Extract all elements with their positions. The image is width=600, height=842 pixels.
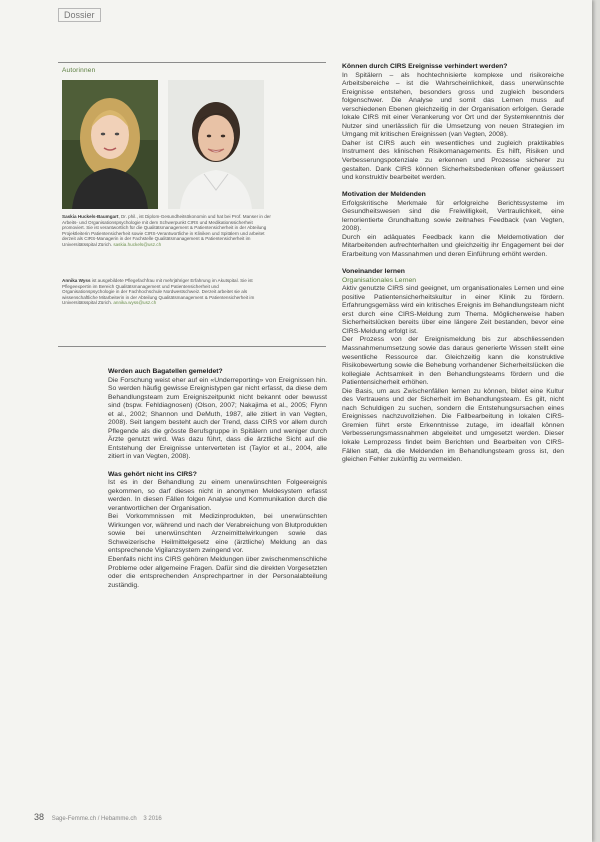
right-column-paragraph: Aktiv genutzte CIRS sind geeignet, um organisationales Lernen und eine positive Patientensicherheitskultur in einer Klinik zu fördern. Erfahrungsgemäss wird ein kritisches Ereignis im Behandlungsteam nicht erst durch eine CIRS-Meldung zum Thema. Möglicherweise haben Sicherheitslücken bereits über eine längere Zeit bestanden, bevor eine CIRS-Meldung erfolgt ist. [342,285,564,335]
authors-top-rule [58,62,326,63]
right-column-heading: Voneinander lernen [342,268,405,276]
author-text-2: ist ausgebildete Pflegefachfrau mit mehrjähriger Erfahrung im Akutspital. Sie ist Pflegeexpertin im Bereich Qualitätsmanagement und Patientensicherheit und Organisationspsychologie in der Fachhochschule Nordwestschweiz. Derzeit arbeitet sie als wissenschaftliche Mitarbeiterin in der Abteilung Qualitätsmanagement & Patientensicherheit im Universitätsspital Zürich. [62,278,255,306]
author-email-2[interactable]: annika.wyss@usz.ch [113,300,157,306]
left-column-paragraph: Die Forschung weist eher auf ein «Underreporting» von Ereignissen hin. So werden häufig gewisse Ereignistypen gar nicht erfasst, da diese dem Behandlungsteam zum Ereigniszeitpunkt nicht bekannt oder bewusst sind (bspw. Fehldiagnosen) (Olson, 2007; Nakajima et al., 2005; Flynn et al., 2002; Shannon und DeMuth, 1987, alle zitiert in van Vegten, 2008). Seit langem besteht auch der Trend, dass CIRS vor allem durch Pflegende als die grösste Berufsgruppe in Spitälern und weniger durch Ärzte genutzt wird. Was dazu führt, dass die ärztliche Sicht auf die Entstehung der Ereignisse unterverteten ist (Taylor et al., 2004, alle zitiert in van Vegten, 2008). [108,376,327,461]
publication-name: Sage-Femme.ch / Hebamme.ch [51,816,137,822]
left-column-spacer [108,462,327,471]
author-name-2: Annika Wyss [62,278,91,283]
right-column-subheading: Organisationales Lernen [342,276,417,284]
right-column-paragraph: Erfolgskritische Merkmale für erfolgreiche Berichtssysteme im Gesundheitswesen sind die Freiwilligkeit, Vertraulichkeit, eine lernorientierte Grundhaltung sowie zeitnahes Feedback (van Vegten, 2008). [342,199,564,233]
author-text-1: , Dr. phil., ist Diplom-Gesundheitsökonomin und hat bei Prof. Manser in der Arbeits- und Organisationspsychologie mit dem Schwerpunkt CIRS und Medikationssicherheit promoviert. Sie ist verantwortlich für die Qualitätsmanagement & Patientensicherheit in der Abteilung Projektleiterin Patientensicherheit sowie CIRS-Verantwortliche in Kliniken und Spitälern und arbeitet derzeit als CIRS-Managerin in der Fachstelle Qualitätsmanagement & Patientensicherheit im Universitätsspital Zürich. [62,214,271,247]
page-number: 38 [34,812,45,822]
right-column-paragraph: Durch ein adäquates Feedback kann die Meldemotivation der Mitarbeitenden aufrechterhalten und gleichzeitig ihr Engagement bei der Erarbeitung von Massnahmen und deren Einführung erhöht werden. [342,233,564,258]
left-column [108,368,327,590]
right-column [342,63,564,465]
author-email-1[interactable]: saskia.huckels@usz.ch [113,241,162,247]
right-column-heading: Können durch CIRS Ereignisse verhindert werden? [342,63,508,70]
left-column-paragraph: Bei Vorkommnissen mit Medizinprodukten, bei unerwünschten Wirkungen vor, während und nach der Verabreichung von Blutprodukten sowie bei unerwünschten Arzneimittelwirkungen sowie das Schweizerische Heilmittelgesetz eine (ärztliche) Meldung an das entsprechende Vigilanzsystem zwingend vor. [108,513,327,555]
right-column-paragraph: Daher ist CIRS auch ein wesentliches und zugleich praktikables Instrument des klinischen Risikomanagements. Es hilft, Risiken und Verbesserungspotenziale zu erkennen und Prozesse sicherer zu gestalten. Dank CIRS können Sicherheitsbedenken offener geäussert und konstruktiv bearbeitet werden. [342,139,564,182]
page-footer [34,812,162,822]
left-column-paragraph: Ebenfalls nicht ins CIRS gehören Meldungen über zwischenmenschliche Probleme oder allgemeine Fragen. Dafür sind die direkten Vorgesetzten oder die entsprechenden Ansprechpartner in der Personalabteilung zuständig. [108,555,327,589]
issue-number: 3 2016 [143,816,162,822]
left-column-heading: Was gehört nicht ins CIRS? [108,470,197,478]
authors-bottom-rule [58,346,326,347]
right-column-paragraph: Die Basis, um aus Zwischenfällen lernen zu können, bildet eine Kultur des Vertrauens und der Sicherheit im Behandlungsteam. Es gilt, nicht nach Schuldigen zu suchen, sondern die Entstehungsursachen eines Ereignisses nachzuvollziehen. Die Fallbearbeitung in lokalen CIRS-Gremien führt erste Erkenntnisse zutage, im idealfall können Verbesserungsmassnahmen abgeleitet und umgesetzt werden. Dieser lokale Lernprozess findet beim Berichten und Bearbeiten von CIRS-Fällen statt, da die Meldenden im Behandlungsteam gross ist, den gleichen Fehler zukünftig zu vermeiden. [342,387,564,464]
author-photo-1 [62,80,158,209]
author-photo-2 [168,80,264,209]
section-tag: Dossier [58,8,101,22]
right-column-spacer [342,260,564,269]
left-column-paragraph: Ist es in der Behandlung zu einem unerwünschten Folgeereignis gekommen, so darf dieses nicht in anonymen Meldesystem erfasst werden. In diesen Fällen folgen Analyse und Kommunikation durch die verantwortlichen der Organisation. [108,479,327,512]
right-column-paragraph: In Spitälern – als hochtechnisierte komplexe und risikoreiche Arbeitsbereiche – ist die Wahrscheinlichkeit, dass unerwünschte Ereignisse entstehen, besonders gross und zugleich besonders folgenschwer. Die Analyse und somit das Lernen muss auf verschiedenen Ebenen gleichzeitig in der Organisation erfolgen. Gerade lokale CIRS mit einer Verankerung vor Ort und der Systemkenntnis der Nutzer sind unerlässlich für die Umsetzung von neuen Strategien im Umgang mit kritischen Ereignissen (van Vegten, 2008). [342,71,564,139]
left-column-heading: Werden auch Bagatellen gemeldet? [108,368,223,375]
right-column-heading: Motivation der Meldenden [342,191,426,199]
author-bio-1 [62,214,272,248]
author-bio-2 [62,278,272,306]
author-name-1: Saskia Huckels-Baumgart [62,214,119,219]
right-column-spacer [342,183,564,192]
authors-label: Autorinnen [62,67,96,74]
right-column-paragraph: Der Prozess von der Ereignismeldung bis zur abschliessenden Massnahmenumsetzung sowie das daraus generierte Wissen stellt eine wesentliche Ressource dar. Gleichzeitig kann die konstruktive Risikobewertung sowie die Behebung vorhandener Sicherheitslücken die kollegiale Achtsamkeit in den Behandlungsteams fördern und die Patientensicherheit erhöhen. [342,336,564,387]
